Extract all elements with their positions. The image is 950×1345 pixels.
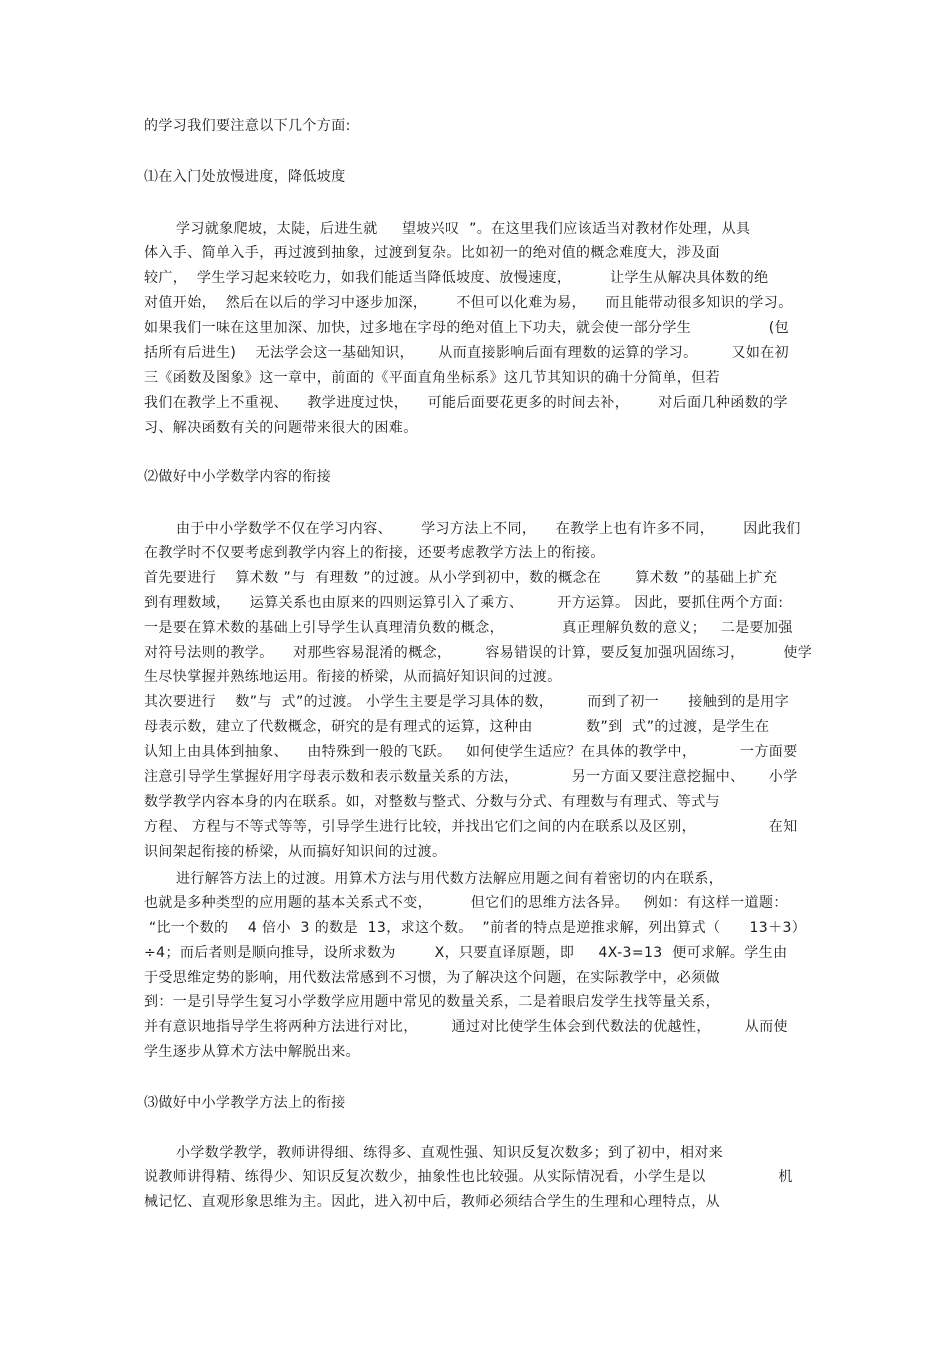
paragraph-line: 在教学时不仅要考虑到教学内容上的衔接，还要考虑教学方法上的衔接。 xyxy=(144,545,605,561)
paragraph-line: 对符号法则的教学。 对那些容易混淆的概念， 容易错误的计算，要反复加强巩固练习， 使学 xyxy=(144,645,813,661)
paragraph-line: 其次要进行 数”与 式”的过渡。 小学生主要是学习具体的数， 而到了初一 接触到的是用字 xyxy=(144,694,790,710)
paragraph-line: 三《函数及图象》这一章中，前面的《平面直角坐标系》这几节其知识的确十分简单，但若 xyxy=(144,370,720,386)
paragraph-line: 也就是多种类型的应用题的基本关系式不变， 但它们的思维方法各异。 例如：有这样一道题： xyxy=(144,895,788,911)
paragraph-line: 我们在教学上不重视、 教学进度过快， 可能后面要花更多的时间去补， 对后面几种函数的学 xyxy=(144,395,788,411)
paragraph-line: “比一个数的 4 倍小 3 的数是 13，求这个数。 ”前者的特点是逆推求解，列出算式（ 13＋3） xyxy=(144,920,807,936)
paragraph-line: 并有意识地指导学生将两种方法进行对比， 通过对比使学生体会到代数法的优越性， 从而使 xyxy=(144,1019,788,1035)
paragraph-line: 小学数学教学，教师讲得细、练得多、直观性强、知识反复次数多；到了初中，相对来 xyxy=(176,1145,724,1161)
paragraph-line: 认知上由具体到抽象、 由特殊到一般的飞跃。 如何使学生适应？在具体的教学中， 一方面要 xyxy=(144,744,798,760)
paragraph-line: 识间架起衔接的桥梁，从而搞好知识间的过渡。 xyxy=(144,844,447,860)
paragraph-line: 于受思维定势的影响，用代数法常感到不习惯，为了解决这个问题，在实际教学中，必须做 xyxy=(144,970,720,986)
paragraph-line: 如果我们一味在这里加深、加快，过多地在字母的绝对值上下功夫，就会使一部分学生 (包 xyxy=(144,320,790,336)
paragraph-line: 一是要在算术数的基础上引导学生认真理清负数的概念， 真正理解负数的意义； 二是要加强 xyxy=(144,620,793,636)
paragraph-line: 较广， 学生学习起来较吃力，如我们能适当降低坡度、放慢速度， 让学生从解决具体数的绝 xyxy=(144,270,769,286)
section-heading-3: ⑶做好中小学教学方法上的衔接 xyxy=(144,1095,346,1111)
paragraph-line: 对值开始， 然后在以后的学习中逐步加深， 不但可以化难为易， 而且能带动很多知识的学习。 xyxy=(144,295,793,311)
paragraph-line: 由于中小学数学不仅在学习内容、 学习方法上不同， 在教学上也有许多不同， 因此我们 xyxy=(176,521,801,537)
paragraph-line: 进行解答方法上的过渡。用算术方法与用代数方法解应用题之间有着密切的内在联系， xyxy=(176,871,724,887)
paragraph-line: 注意引导学生掌握好用字母表示数和表示数量关系的方法， 另一方面又要注意挖掘中、 小学 xyxy=(144,769,798,785)
intro-line: 的学习我们要注意以下几个方面: xyxy=(144,118,351,134)
paragraph-line: 方程、 方程与不等式等等，引导学生进行比较，并找出它们之间的内在联系以及区别， 在知 xyxy=(144,819,798,835)
paragraph-line: 说教师讲得精、练得少、知识反复次数少，抽象性也比较强。从实际情况看，小学生是以 机 xyxy=(144,1169,793,1185)
paragraph-line: 括所有后进生) 无法学会这一基础知识， 从而直接影响后面有理数的运算的学习。 又如在初 xyxy=(144,345,790,361)
section-heading-1: ⑴在入门处放慢进度，降低坡度 xyxy=(144,169,346,185)
paragraph-line: 到有理数域， 运算关系也由原来的四则运算引入了乘方、 开方运算。 因此，要抓住两个方面: xyxy=(144,595,784,611)
paragraph-line: 械记忆、直观形象思维为主。因此，进入初中后，教师必须结合学生的生理和心理特点，从 xyxy=(144,1194,720,1210)
section-heading-2: ⑵做好中小学数学内容的衔接 xyxy=(144,469,332,485)
paragraph-line: 首先要进行 算术数 ”与 有理数 ”的过渡。从小学到初中，数的概念在 算术数 ”的基础上扩充 xyxy=(144,570,778,586)
paragraph-line: 学生逐步从算术方法中解脱出来。 xyxy=(144,1044,360,1060)
paragraph-line: 母表示数，建立了代数概念，研究的是有理式的运算，这种由 数”到 式”的过渡，是学生在 xyxy=(144,719,770,735)
paragraph-line: 到：一是引导学生复习小学数学应用题中常见的数量关系，二是着眼启发学生找等量关系， xyxy=(144,994,720,1010)
paragraph-line: ÷4；而后者则是顺向推导，设所求数为 X，只要直译原题，即 4X-3=13 便可求解。学生由 xyxy=(144,945,788,961)
paragraph-line: 生尽快掌握并熟练地运用。衔接的桥梁，从而搞好知识间的过渡。 xyxy=(144,669,562,685)
paragraph-line: 体入手、简单入手，再过渡到抽象，过渡到复杂。比如初一的绝对值的概念难度大，涉及面 xyxy=(144,245,720,261)
paragraph-line: 数学教学内容本身的内在联系。如，对整数与整式、分数与分式、有理数与有理式、等式与 xyxy=(144,794,720,810)
paragraph-line: 学习就象爬坡，太陡，后进生就 望坡兴叹 ”。在这里我们应该适当对教材作处理，从具 xyxy=(176,221,751,237)
paragraph-line: 习、解决函数有关的问题带来很大的困难。 xyxy=(144,420,418,436)
